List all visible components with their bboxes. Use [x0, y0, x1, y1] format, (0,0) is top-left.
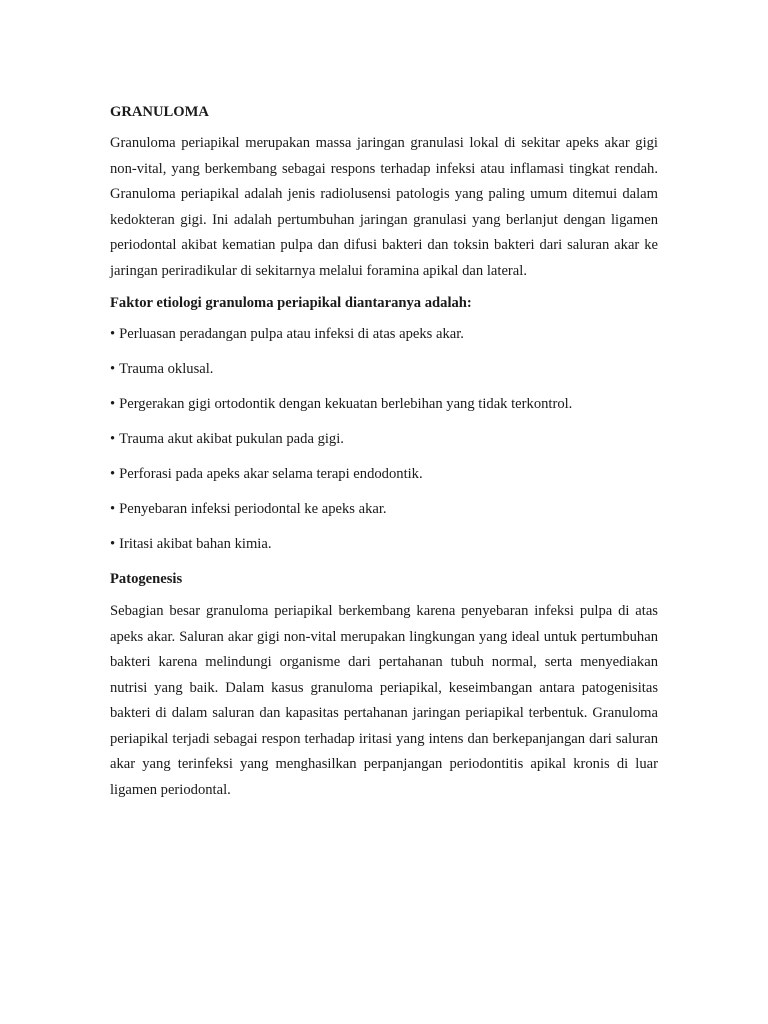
- list-item-text: Pergerakan gigi ortodontik dengan kekuatan berlebihan yang tidak terkontrol.: [119, 396, 573, 412]
- pathogenesis-paragraph: Sebagian besar granuloma periapikal berkembang karena penyebaran infeksi pulpa di atas apeks akar. Saluran akar gigi non-vital merupakan lingkungan yang ideal untuk pertumbuhan bakteri karena melindungi organisme dari pertahanan tubuh normal, serta menyediakan nutrisi yang baik. Dalam kasus granuloma periapikal, keseimbangan antara patogenisitas bakteri di dalam saluran dan kapasitas pertahanan jaringan periapikal terbentuk. Granuloma periapikal terjadi sebagai respon terhadap iritasi yang intens dan berkepanjangan dari saluran akar yang terinfeksi yang menghasilkan perpanjangan periodontitis apikal kronis di luar ligamen periodontal.: [110, 603, 658, 798]
- etiology-list: [110, 323, 658, 555]
- bullet-icon: •: [110, 396, 116, 412]
- bullet-icon: •: [110, 361, 116, 377]
- list-item: [110, 533, 658, 555]
- bullet-icon: •: [110, 431, 116, 447]
- list-item-text: Iritasi akibat bahan kimia.: [119, 536, 272, 552]
- list-item-text: Perforasi pada apeks akar selama terapi endodontik.: [119, 466, 423, 482]
- list-item-text: Trauma akut akibat pukulan pada gigi.: [119, 431, 344, 447]
- list-item: [110, 358, 658, 380]
- bullet-icon: •: [110, 536, 116, 552]
- list-item-text: Trauma oklusal.: [119, 361, 214, 377]
- etiology-heading: Faktor etiologi granuloma periapikal diantaranya adalah:: [110, 295, 472, 311]
- pathogenesis-heading: Patogenesis: [110, 571, 183, 587]
- list-item: [110, 323, 658, 345]
- list-item: [110, 463, 658, 485]
- list-item-text: Perluasan peradangan pulpa atau infeksi di atas apeks akar.: [119, 326, 464, 342]
- list-item: [110, 428, 658, 450]
- intro-paragraph: Granuloma periapikal merupakan massa jaringan granulasi lokal di sekitar apeks akar gigi non-vital, yang berkembang sebagai respons terhadap infeksi atau inflamasi tingkat rendah. Granuloma periapikal adalah jenis radiolusensi patologis yang paling umum ditemui dalam kedokteran gigi. Ini adalah pertumbuhan jaringan granulasi yang berlanjut dengan ligamen periodontal akibat kematian pulpa dan difusi bakteri dan toksin bakteri dari saluran akar ke jaringan periradikular di sekitarnya melalui foramina apikal dan lateral.: [110, 135, 658, 279]
- list-item-text: Penyebaran infeksi periodontal ke apeks akar.: [119, 501, 387, 517]
- bullet-icon: •: [110, 501, 116, 517]
- bullet-icon: •: [110, 326, 116, 342]
- document-title: GRANULOMA: [110, 104, 209, 120]
- bullet-icon: •: [110, 466, 116, 482]
- list-item: [110, 393, 658, 415]
- list-item: [110, 498, 658, 520]
- document-page: [110, 101, 658, 811]
